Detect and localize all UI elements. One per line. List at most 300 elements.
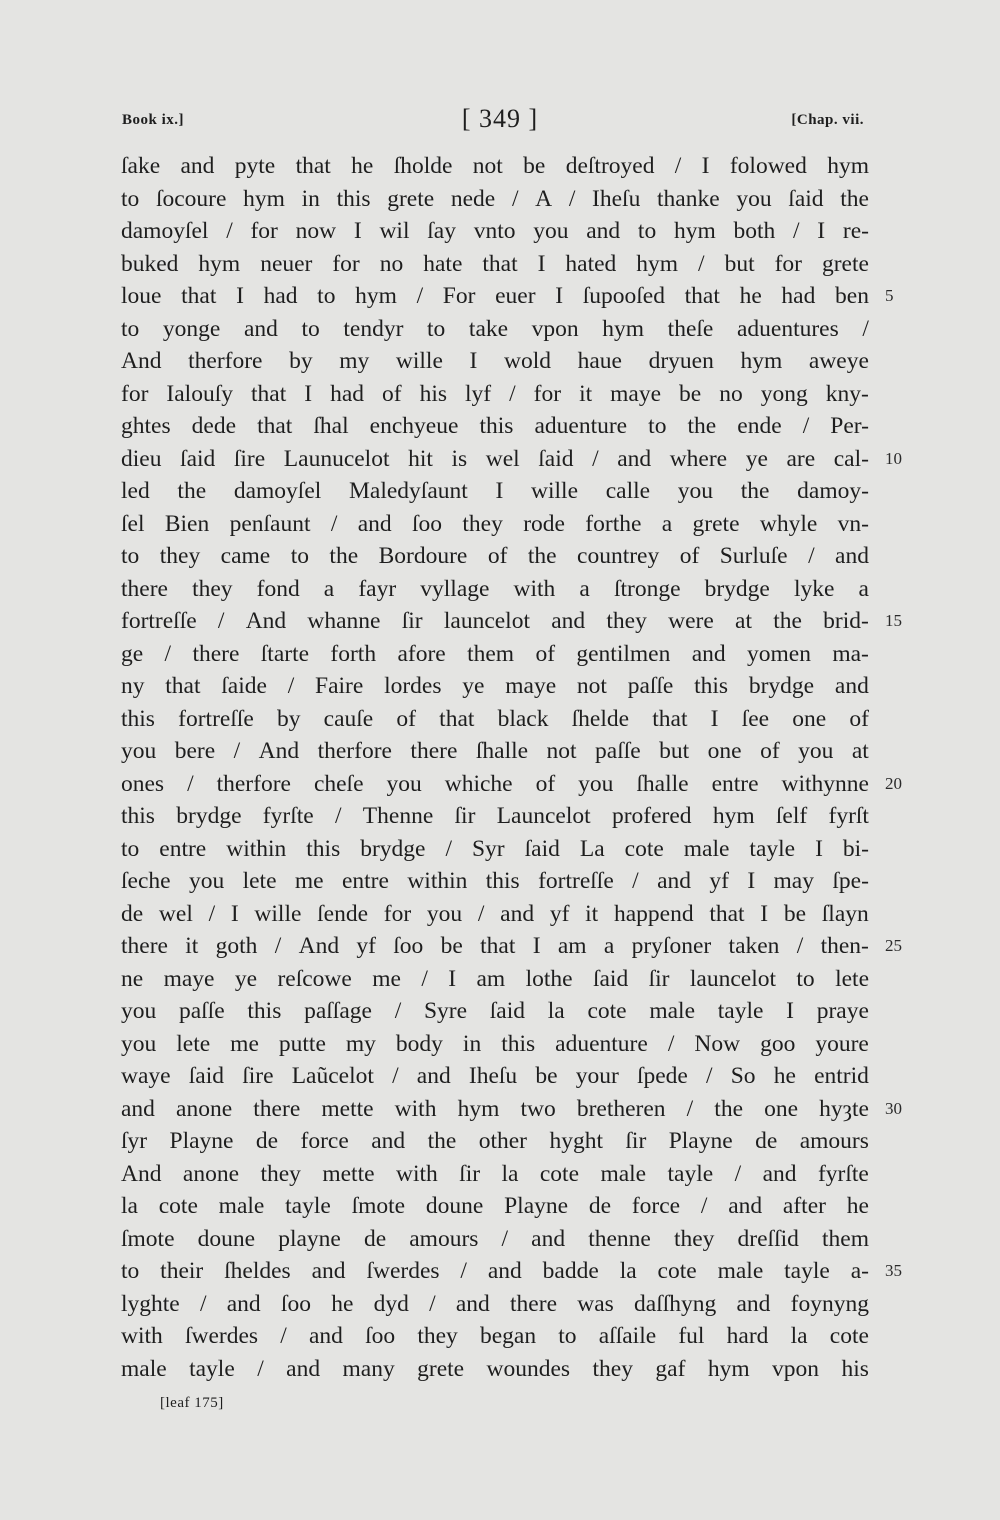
word: /	[592, 445, 599, 472]
line-text	[121, 995, 869, 1028]
word: ſwerdes	[184, 1323, 259, 1349]
word: fortreſſe	[121, 608, 197, 634]
word: ne	[121, 965, 144, 992]
line-number: 30	[885, 1098, 902, 1118]
line-text	[121, 768, 869, 801]
word: paſſe	[595, 738, 641, 764]
word: within	[407, 868, 468, 894]
word: withynne	[781, 770, 869, 797]
word: to	[427, 315, 446, 342]
word: the	[527, 543, 557, 569]
word: vpon	[531, 315, 579, 342]
word: both	[733, 218, 776, 244]
word: therfore	[188, 348, 263, 374]
word: aduenture	[555, 1030, 648, 1057]
word: fyrſt	[828, 803, 869, 829]
page-number: [ 349 ]	[461, 104, 539, 133]
word: that	[652, 705, 688, 732]
word: that	[439, 705, 475, 732]
word: ſyr	[121, 1128, 148, 1154]
word: entre	[341, 868, 389, 894]
word: La	[579, 835, 605, 862]
word: doune	[197, 1225, 256, 1252]
word: it	[579, 380, 593, 407]
word: ſir	[648, 965, 670, 992]
word: this	[336, 185, 371, 212]
word: the	[329, 543, 359, 569]
word: but	[659, 738, 690, 764]
word: fyrſte	[817, 1160, 869, 1187]
word: cheſe	[313, 770, 364, 797]
word: /	[862, 315, 869, 342]
word: he	[846, 1193, 869, 1219]
text-line	[121, 638, 869, 671]
word: Faire	[315, 673, 364, 699]
word: wille	[531, 478, 579, 504]
word: So	[730, 1063, 756, 1089]
word: take	[468, 315, 509, 342]
word: Bien	[164, 510, 210, 537]
word: this	[247, 998, 282, 1024]
word: ſmote	[351, 1193, 406, 1219]
word: dreſſid	[737, 1225, 799, 1252]
word: not	[472, 153, 503, 179]
word: /	[257, 1355, 264, 1382]
word: ſelf	[775, 803, 808, 829]
word: /	[667, 1030, 675, 1057]
word: ye	[745, 445, 768, 472]
word: launcelot	[443, 608, 530, 634]
word: they	[462, 510, 503, 537]
word: entre	[159, 835, 207, 862]
word: his	[841, 1355, 869, 1382]
word: youre	[815, 1030, 869, 1057]
line-text	[121, 475, 869, 508]
word: he	[739, 283, 762, 309]
word: /	[330, 510, 338, 537]
word: it	[185, 933, 199, 959]
word: yomen	[747, 640, 811, 667]
word: pryſoner	[631, 933, 712, 959]
word: dryuen	[648, 348, 714, 374]
word: ge	[121, 640, 144, 667]
word: lete	[835, 965, 869, 992]
word: Bordoure	[378, 543, 468, 569]
word: that	[480, 933, 516, 959]
word: no	[379, 250, 404, 277]
word: were	[668, 608, 714, 634]
line-text	[121, 183, 869, 216]
word: to	[121, 835, 140, 862]
word: and	[657, 868, 691, 894]
word: amours	[799, 1128, 869, 1154]
line-text	[121, 800, 869, 833]
word: and	[286, 1355, 321, 1382]
word: now	[295, 218, 337, 244]
word: /	[568, 185, 576, 212]
text-line	[121, 313, 869, 346]
word: ſmote	[121, 1225, 175, 1252]
word: de	[255, 1128, 279, 1154]
word: and	[121, 1095, 155, 1122]
word: hym	[198, 250, 241, 277]
word: forthe	[585, 510, 642, 537]
word: grete	[821, 250, 869, 277]
line-text	[121, 1125, 869, 1158]
text-line	[121, 768, 902, 801]
word: aduentures	[736, 315, 839, 342]
word: ſir	[401, 608, 423, 634]
word: may	[773, 868, 814, 894]
word: there	[192, 640, 240, 667]
word: ſaid	[538, 445, 574, 472]
word: is	[451, 445, 468, 472]
word: ſee	[741, 705, 770, 732]
line-text	[121, 443, 869, 476]
word: neuer	[260, 250, 313, 277]
word: /	[632, 868, 639, 894]
word: for	[250, 218, 278, 244]
word: ſake	[121, 153, 161, 179]
word: ſocoure	[155, 185, 227, 212]
word: the	[687, 413, 717, 439]
word: this	[694, 673, 729, 699]
word: hym	[712, 803, 755, 829]
word: brydge	[704, 575, 770, 602]
word: I	[304, 380, 313, 407]
word: anone	[176, 1095, 233, 1122]
word: daſſhyng	[634, 1290, 717, 1317]
word: I	[747, 868, 756, 894]
word: /	[187, 770, 194, 797]
word: cote	[657, 1258, 697, 1284]
word: whanne	[307, 608, 381, 634]
word: ſoo	[393, 933, 424, 959]
word: grete	[692, 510, 740, 537]
word: yong	[760, 380, 808, 407]
word: ſire	[233, 445, 266, 472]
word: forth	[330, 640, 377, 667]
word: /	[208, 900, 216, 927]
word: ſaid	[524, 835, 560, 862]
word: I	[469, 348, 478, 374]
word: I	[236, 283, 244, 309]
word: gentilmen	[576, 640, 671, 667]
word: in	[462, 1030, 482, 1057]
word: praye	[816, 998, 869, 1024]
line-number: 15	[885, 611, 902, 630]
line-text	[121, 280, 869, 313]
text-line	[121, 280, 894, 313]
word: /	[274, 933, 282, 959]
word: And	[258, 738, 300, 764]
line-text	[121, 735, 869, 768]
word: the	[773, 608, 802, 634]
word: re-	[842, 218, 869, 244]
word: /	[511, 185, 519, 212]
word: ſlayn	[821, 900, 869, 927]
word: fyrſte	[262, 803, 314, 829]
word: brydge	[360, 835, 426, 862]
word: cote	[539, 1160, 580, 1187]
word: lete	[176, 1030, 211, 1057]
word: are	[786, 445, 816, 472]
word: a-	[850, 1258, 869, 1284]
word: ſaide	[221, 673, 267, 699]
word: /	[164, 640, 172, 667]
word: Thenne	[362, 803, 434, 829]
text-line	[121, 378, 869, 411]
text-line	[121, 800, 869, 833]
word: ſel	[121, 510, 145, 537]
word: de	[755, 1128, 778, 1154]
word: entre	[711, 770, 759, 797]
word: ſir	[625, 1128, 647, 1154]
word: fortreſſe	[178, 705, 254, 732]
word: /	[392, 1063, 399, 1089]
word: black	[497, 705, 549, 732]
word: male	[218, 1193, 265, 1219]
word: profered	[611, 803, 692, 829]
word: you	[386, 770, 422, 797]
line-number: 5	[885, 286, 894, 305]
line-text	[121, 898, 869, 931]
word: to	[301, 315, 320, 342]
word: Per-	[830, 413, 869, 439]
word: with	[394, 1095, 437, 1122]
word: la	[121, 1193, 138, 1219]
word: that	[482, 250, 518, 277]
word: tayle	[717, 998, 764, 1024]
word: am	[476, 965, 506, 992]
word: force	[631, 1193, 681, 1219]
word: hyȝte	[819, 1095, 869, 1122]
word: penſaunt	[229, 510, 311, 537]
word: and	[243, 315, 278, 342]
word: And	[121, 1160, 162, 1187]
word: goth	[215, 933, 258, 959]
word: vpon	[772, 1355, 820, 1382]
word: and	[487, 1258, 522, 1284]
word: woundes	[486, 1355, 571, 1382]
line-text	[121, 1320, 869, 1353]
text-line	[121, 1158, 869, 1191]
line-text	[121, 410, 869, 443]
text-line	[121, 865, 869, 898]
text-line	[121, 1028, 869, 1061]
word: dede	[191, 413, 237, 439]
word: there	[121, 575, 168, 602]
word: you	[426, 900, 463, 927]
word: there	[410, 738, 458, 764]
word: ſholde	[393, 153, 453, 179]
word: maye	[163, 965, 215, 992]
word: ſende	[317, 900, 369, 927]
word: /	[686, 1095, 694, 1122]
word: I	[353, 218, 362, 244]
text-line	[121, 443, 902, 476]
word: dyd	[373, 1290, 409, 1317]
word: they	[417, 1323, 458, 1349]
text-line	[121, 833, 869, 866]
word: theſe	[667, 315, 714, 342]
word: came	[220, 543, 271, 569]
text-line	[121, 150, 869, 183]
word: deſtroyed	[565, 153, 655, 179]
word: within	[226, 835, 287, 862]
word: to	[796, 965, 815, 992]
word: /	[199, 1290, 207, 1317]
leaf-marker: [leaf 175]	[160, 1395, 224, 1411]
word: by	[289, 348, 313, 374]
word: euer	[495, 283, 536, 309]
word: this	[121, 705, 155, 732]
word: a	[579, 575, 590, 602]
word: /	[477, 900, 485, 927]
word: Playne	[169, 1128, 234, 1154]
word: to	[290, 543, 309, 569]
word: of	[535, 770, 556, 797]
word: yonge	[162, 315, 221, 342]
word: and	[500, 900, 535, 927]
text-line	[121, 1190, 869, 1223]
word: wel	[158, 900, 193, 927]
word: mette	[321, 1095, 374, 1122]
line-text	[121, 1255, 869, 1288]
text-line	[121, 995, 869, 1028]
word: damoyſel	[121, 218, 209, 244]
word: led	[121, 478, 150, 504]
text-line	[121, 345, 869, 378]
word: enchyeue	[369, 413, 459, 439]
word: damoyſel	[233, 478, 322, 504]
word: I	[448, 965, 457, 992]
word: thenne	[588, 1225, 651, 1252]
word: calle	[605, 478, 651, 504]
word: tayle	[784, 1258, 830, 1284]
word: ende	[737, 413, 782, 439]
text-line	[121, 540, 869, 573]
word: ones	[121, 770, 165, 797]
word: therfore	[317, 738, 392, 764]
word: /	[416, 283, 424, 309]
word: you	[578, 770, 614, 797]
word: for	[332, 250, 360, 277]
word: I	[495, 478, 504, 504]
word: of	[535, 640, 556, 667]
word: /	[706, 1063, 713, 1089]
word: tayle	[749, 835, 796, 862]
word: ſir	[454, 803, 476, 829]
word: be	[679, 380, 702, 407]
word: male	[717, 1258, 764, 1284]
word: cote	[158, 1193, 198, 1219]
word: /	[394, 998, 402, 1024]
word: and	[617, 445, 652, 472]
word: Iheſu	[592, 185, 641, 212]
word: me	[230, 1030, 259, 1057]
word: this	[306, 835, 341, 862]
word: lothe	[525, 965, 573, 992]
word: afore	[397, 640, 446, 667]
word: there	[253, 1095, 301, 1122]
word: hym	[243, 185, 285, 212]
word: I	[815, 835, 823, 862]
word: ſpede	[636, 1063, 688, 1089]
word: vnto	[473, 218, 516, 244]
word: yf	[709, 868, 729, 894]
word: de	[588, 1193, 612, 1219]
word: tayle	[189, 1355, 235, 1382]
word: cote	[587, 998, 627, 1024]
word: /	[734, 1160, 742, 1187]
word: and	[531, 1225, 566, 1252]
word: many	[342, 1355, 395, 1382]
word: and	[736, 1290, 771, 1317]
word: entrid	[814, 1063, 869, 1089]
word: you	[121, 738, 157, 764]
word: /	[217, 608, 225, 634]
word: for	[774, 250, 802, 277]
word: it	[585, 900, 599, 927]
word: mette	[322, 1160, 375, 1187]
word: of	[382, 380, 402, 407]
word: goo	[760, 1030, 796, 1057]
word: de	[121, 900, 144, 927]
word: be	[440, 933, 463, 959]
word: aweye	[808, 348, 869, 374]
line-text	[121, 215, 869, 248]
word: grete	[417, 1355, 465, 1382]
word: ſtronge	[613, 575, 681, 602]
word: me	[372, 965, 401, 992]
word: he	[331, 1290, 354, 1317]
word: his	[419, 380, 448, 407]
word: and	[308, 1323, 343, 1349]
text-line	[121, 898, 869, 931]
line-text	[121, 313, 869, 346]
word: they	[606, 608, 647, 634]
word: vyllage	[420, 575, 490, 602]
word: am	[557, 933, 587, 959]
word: maye	[610, 380, 662, 407]
word: hard	[726, 1323, 769, 1349]
word: ſhelde	[571, 705, 630, 732]
word: and	[691, 640, 726, 667]
word: fortreſſe	[538, 868, 614, 894]
word: bi-	[842, 835, 869, 862]
word: hym	[457, 1095, 500, 1122]
word: rode	[523, 510, 565, 537]
word: be	[535, 1063, 558, 1089]
word: you	[533, 218, 569, 244]
word: began	[479, 1323, 537, 1349]
word: ſaid	[180, 445, 216, 472]
word: I	[701, 153, 710, 179]
word: Iheſu	[468, 1063, 518, 1089]
word: /	[280, 1323, 287, 1349]
word: and	[226, 1290, 261, 1317]
word: playne	[278, 1225, 341, 1252]
word: hym	[636, 250, 679, 277]
word: hym	[827, 153, 869, 179]
word: A	[535, 185, 553, 212]
word: hate	[423, 250, 463, 277]
word: hyght	[549, 1128, 603, 1154]
word: for	[383, 900, 412, 927]
word: ſay	[427, 218, 456, 244]
word: /	[429, 1290, 436, 1317]
